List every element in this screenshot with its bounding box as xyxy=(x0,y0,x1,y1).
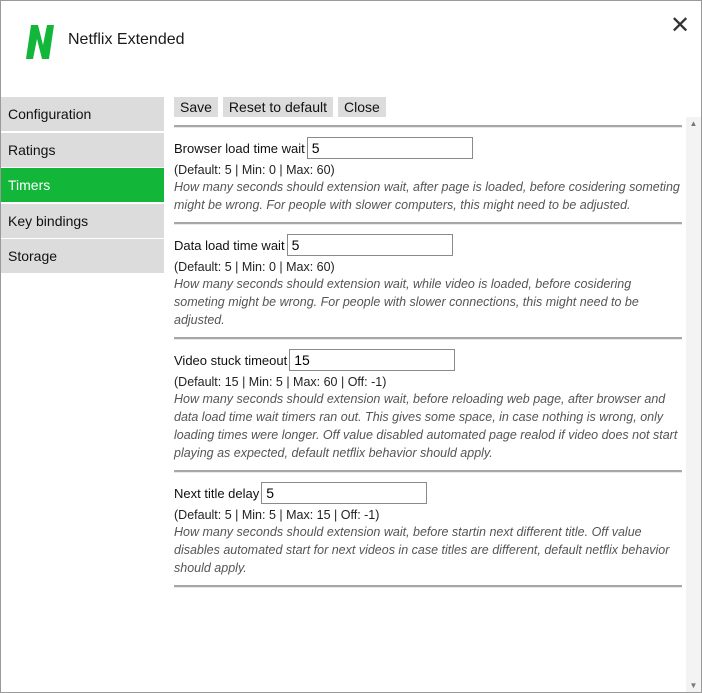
video-stuck-timeout-input[interactable] xyxy=(289,349,455,371)
setting-browser-load-time-wait xyxy=(174,128,682,222)
netflix-extended-logo-icon xyxy=(23,23,57,61)
description-text: How many seconds should extension wait, before startin next different title. Off value disables automated start for next videos in case titles are different, default netflix behavior should apply. xyxy=(174,525,670,575)
field-label: Next title delay xyxy=(174,485,260,501)
app-title: Netflix Extended xyxy=(68,31,185,48)
sidebar-item-ratings[interactable]: Ratings xyxy=(1,133,164,167)
title-bar xyxy=(1,1,701,81)
divider xyxy=(174,585,682,588)
field-label: Data load time wait xyxy=(174,237,285,253)
close-button[interactable]: Close xyxy=(338,97,386,117)
field-label: Video stuck timeout xyxy=(174,352,288,368)
field-label: Browser load time wait xyxy=(174,140,305,156)
setting-next-title-delay xyxy=(174,473,682,585)
sidebar-item-key-bindings[interactable]: Key bindings xyxy=(1,204,164,238)
vertical-scrollbar[interactable] xyxy=(686,117,701,692)
sidebar-item-storage[interactable]: Storage xyxy=(1,239,164,273)
close-icon[interactable]: ✕ xyxy=(669,12,691,39)
defaults-text: (Default: 5 | Min: 0 | Max: 60) xyxy=(174,260,335,274)
data-load-time-wait-input[interactable] xyxy=(287,234,453,256)
defaults-text: (Default: 5 | Min: 0 | Max: 60) xyxy=(174,163,335,177)
scroll-up-arrow-icon[interactable]: ▲ xyxy=(689,119,698,128)
scroll-down-arrow-icon[interactable]: ▼ xyxy=(689,681,698,690)
sidebar xyxy=(1,97,164,275)
defaults-text: (Default: 5 | Min: 5 | Max: 15 | Off: -1) xyxy=(174,508,380,522)
description-text: How many seconds should extension wait, after page is loaded, before cosidering someting might be wrong. For people with slower computers, this might need to be adjusted. xyxy=(174,180,680,212)
sidebar-item-configuration[interactable]: Configuration xyxy=(1,97,164,131)
toolbar xyxy=(174,97,682,117)
description-text: How many seconds should extension wait, before reloading web page, after browser and data load time wait timers ran out. This gives some space, in case nothing is wrong, only loading times were longer. Off value disabled automated page realod if video does not start playing as expected, default netflix behavior should apply. xyxy=(174,392,678,460)
reset-to-default-button[interactable]: Reset to default xyxy=(223,97,333,117)
description-text: How many seconds should extension wait, while video is loaded, before cosidering someting might be wrong. For people with slower connections, this might need to be adjusted. xyxy=(174,277,639,327)
sidebar-item-timers[interactable]: Timers xyxy=(1,168,164,202)
next-title-delay-input[interactable] xyxy=(261,482,427,504)
timers-panel xyxy=(174,97,682,693)
defaults-text: (Default: 15 | Min: 5 | Max: 60 | Off: -1) xyxy=(174,375,387,389)
setting-data-load-time-wait xyxy=(174,225,682,337)
save-button[interactable]: Save xyxy=(174,97,218,117)
browser-load-time-wait-input[interactable] xyxy=(307,137,473,159)
setting-video-stuck-timeout xyxy=(174,340,682,470)
